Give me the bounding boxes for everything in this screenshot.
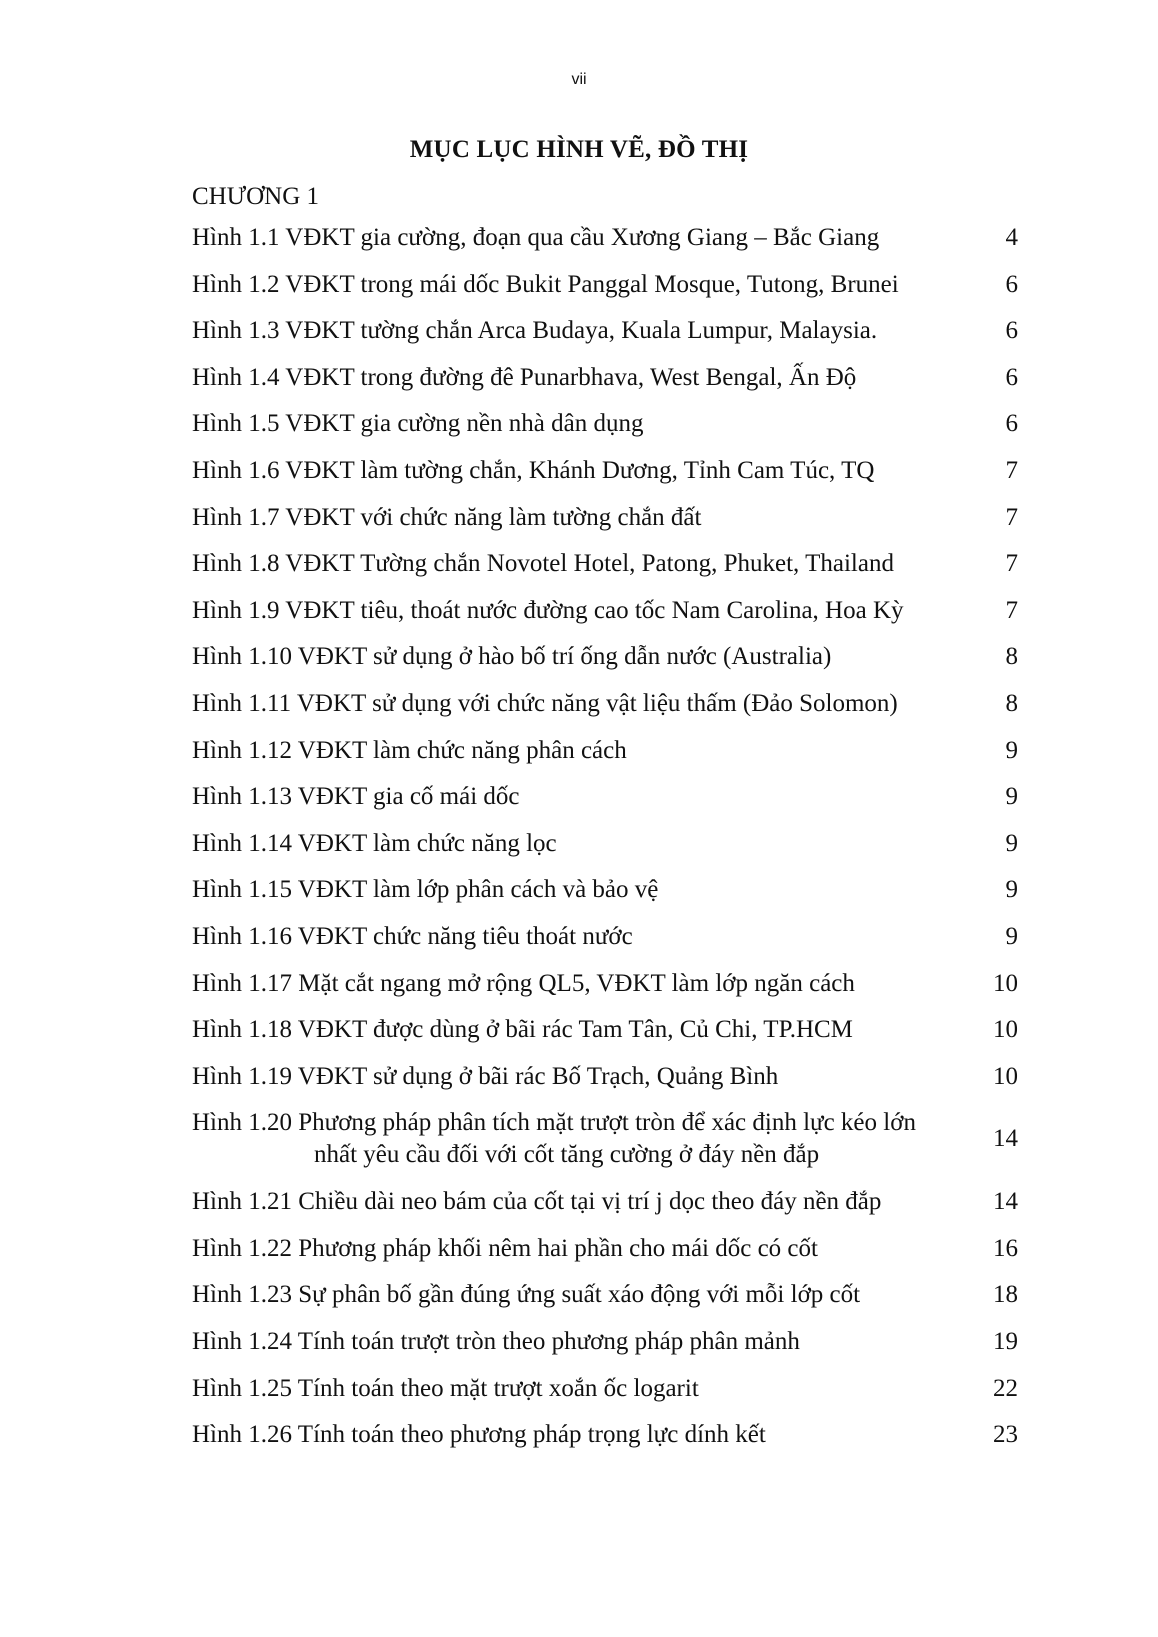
list-item[interactable] bbox=[192, 1186, 1018, 1233]
entry-page-number: 6 bbox=[1005, 270, 1018, 298]
entry-label: Hình 1.15 VĐKT làm lớp phân cách và bảo vệ bbox=[192, 876, 659, 904]
entry-page-number: 8 bbox=[1005, 689, 1018, 717]
list-item[interactable] bbox=[192, 222, 1018, 269]
entry-page-number: 16 bbox=[993, 1234, 1018, 1262]
entry-page-number: 9 bbox=[1005, 829, 1018, 857]
entry-label: Hình 1.9 VĐKT tiêu, thoát nước đường cao tốc Nam Carolina, Hoa Kỳ bbox=[192, 596, 904, 624]
entry-label: Hình 1.18 VĐKT được dùng ở bãi rác Tam Tân, Củ Chi, TP.HCM bbox=[192, 1016, 853, 1044]
entry-page-number: 10 bbox=[993, 969, 1018, 997]
entry-page-number: 8 bbox=[1005, 643, 1018, 671]
entry-label: Hình 1.10 VĐKT sử dụng ở hào bố trí ống dẫn nước (Australia) bbox=[192, 643, 832, 671]
entry-page-number: 10 bbox=[993, 1016, 1018, 1044]
chapter-heading: CHƯƠNG 1 bbox=[192, 183, 320, 210]
list-item[interactable] bbox=[192, 1014, 1018, 1061]
list-item[interactable] bbox=[192, 688, 1018, 735]
list-item[interactable] bbox=[192, 362, 1018, 409]
list-item[interactable] bbox=[192, 641, 1018, 688]
entry-label: Hình 1.23 Sự phân bố gần đúng ứng suất xáo động với mỗi lớp cốt bbox=[192, 1281, 861, 1309]
list-item[interactable] bbox=[192, 968, 1018, 1015]
list-item[interactable] bbox=[192, 269, 1018, 316]
list-item[interactable] bbox=[192, 1326, 1018, 1373]
list-item[interactable] bbox=[192, 874, 1018, 921]
entry-page-number: 23 bbox=[993, 1421, 1018, 1449]
entry-label: Hình 1.24 Tính toán trượt tròn theo phương pháp phân mảnh bbox=[192, 1328, 800, 1356]
entry-page-number: 9 bbox=[1005, 876, 1018, 904]
entry-label: Hình 1.25 Tính toán theo mặt trượt xoắn ốc logarit bbox=[192, 1374, 699, 1402]
entry-label: Hình 1.4 VĐKT trong đường đê Punarbhava, West Bengal, Ấn Độ bbox=[192, 363, 857, 391]
list-item[interactable] bbox=[192, 1107, 1018, 1186]
list-item[interactable] bbox=[192, 1233, 1018, 1280]
list-item[interactable] bbox=[192, 455, 1018, 502]
entry-page-number: 7 bbox=[1005, 596, 1018, 624]
entry-label: Hình 1.8 VĐKT Tường chắn Novotel Hotel, Patong, Phuket, Thailand bbox=[192, 550, 894, 578]
entry-label: Hình 1.19 VĐKT sử dụng ở bãi rác Bố Trạch, Quảng Bình bbox=[192, 1062, 779, 1090]
entry-label-line-2: nhất yêu cầu đối với cốt tăng cường ở đáy nền đắp bbox=[314, 1141, 820, 1169]
entry-page-number: 14 bbox=[993, 1188, 1018, 1216]
list-item[interactable] bbox=[192, 1419, 1018, 1466]
entry-page-number: 4 bbox=[1005, 224, 1018, 251]
list-item[interactable] bbox=[192, 1373, 1018, 1420]
entry-page-number: 18 bbox=[993, 1281, 1018, 1309]
entry-page-number: 6 bbox=[1005, 410, 1018, 438]
entry-page-number: 22 bbox=[993, 1374, 1018, 1402]
entry-label bbox=[192, 1107, 972, 1171]
entry-page-number: 7 bbox=[1005, 550, 1018, 578]
entry-page-number: 14 bbox=[993, 1125, 1018, 1153]
entry-label: Hình 1.13 VĐKT gia cố mái dốc bbox=[192, 783, 520, 811]
page-number: vii bbox=[571, 71, 587, 88]
entry-page-number: 9 bbox=[1005, 922, 1018, 950]
list-item[interactable] bbox=[192, 921, 1018, 968]
list-item[interactable] bbox=[192, 781, 1018, 828]
entry-label-line-1: Hình 1.20 Phương pháp phân tích mặt trượt tròn để xác định lực kéo lớn bbox=[192, 1109, 916, 1137]
list-item[interactable] bbox=[192, 408, 1018, 455]
page-title: MỤC LỤC HÌNH VẼ, ĐỒ THỊ bbox=[409, 136, 749, 163]
list-item[interactable] bbox=[192, 502, 1018, 549]
entry-label: Hình 1.7 VĐKT với chức năng làm tường chắn đất bbox=[192, 503, 702, 531]
entry-label: Hình 1.17 Mặt cắt ngang mở rộng QL5, VĐKT làm lớp ngăn cách bbox=[192, 969, 855, 997]
list-item[interactable] bbox=[192, 1279, 1018, 1326]
entry-page-number: 6 bbox=[1005, 317, 1018, 345]
entry-label: Hình 1.12 VĐKT làm chức năng phân cách bbox=[192, 736, 627, 764]
entry-page-number: 6 bbox=[1005, 363, 1018, 391]
entry-label: Hình 1.2 VĐKT trong mái dốc Bukit Panggal Mosque, Tutong, Brunei bbox=[192, 270, 899, 298]
list-item[interactable] bbox=[192, 828, 1018, 875]
entry-label: Hình 1.1 VĐKT gia cường, đoạn qua cầu Xương Giang – Bắc Giang bbox=[192, 224, 880, 251]
entry-label: Hình 1.21 Chiều dài neo bám của cốt tại vị trí j dọc theo đáy nền đắp bbox=[192, 1188, 882, 1216]
entry-page-number: 10 bbox=[993, 1062, 1018, 1090]
list-item[interactable] bbox=[192, 548, 1018, 595]
entry-label: Hình 1.3 VĐKT tường chắn Arca Budaya, Kuala Lumpur, Malaysia. bbox=[192, 317, 878, 345]
entry-label: Hình 1.11 VĐKT sử dụng với chức năng vật liệu thấm (Đảo Solomon) bbox=[192, 689, 898, 717]
entry-page-number: 7 bbox=[1005, 503, 1018, 531]
entry-label: Hình 1.22 Phương pháp khối nêm hai phần cho mái dốc có cốt bbox=[192, 1234, 818, 1262]
list-item[interactable] bbox=[192, 735, 1018, 782]
list-item[interactable] bbox=[192, 315, 1018, 362]
entry-label: Hình 1.5 VĐKT gia cường nền nhà dân dụng bbox=[192, 410, 644, 438]
entry-page-number: 19 bbox=[993, 1328, 1018, 1356]
list-item[interactable] bbox=[192, 1061, 1018, 1108]
entry-label: Hình 1.14 VĐKT làm chức năng lọc bbox=[192, 829, 557, 857]
entry-page-number: 9 bbox=[1005, 783, 1018, 811]
entry-label: Hình 1.26 Tính toán theo phương pháp trọng lực dính kết bbox=[192, 1421, 766, 1449]
list-item[interactable] bbox=[192, 595, 1018, 642]
entry-page-number: 7 bbox=[1005, 456, 1018, 484]
entry-page-number: 9 bbox=[1005, 736, 1018, 764]
entry-label: Hình 1.16 VĐKT chức năng tiêu thoát nước bbox=[192, 922, 633, 950]
figure-list bbox=[192, 222, 1018, 1466]
entry-label: Hình 1.6 VĐKT làm tường chắn, Khánh Dương, Tỉnh Cam Túc, TQ bbox=[192, 456, 875, 484]
